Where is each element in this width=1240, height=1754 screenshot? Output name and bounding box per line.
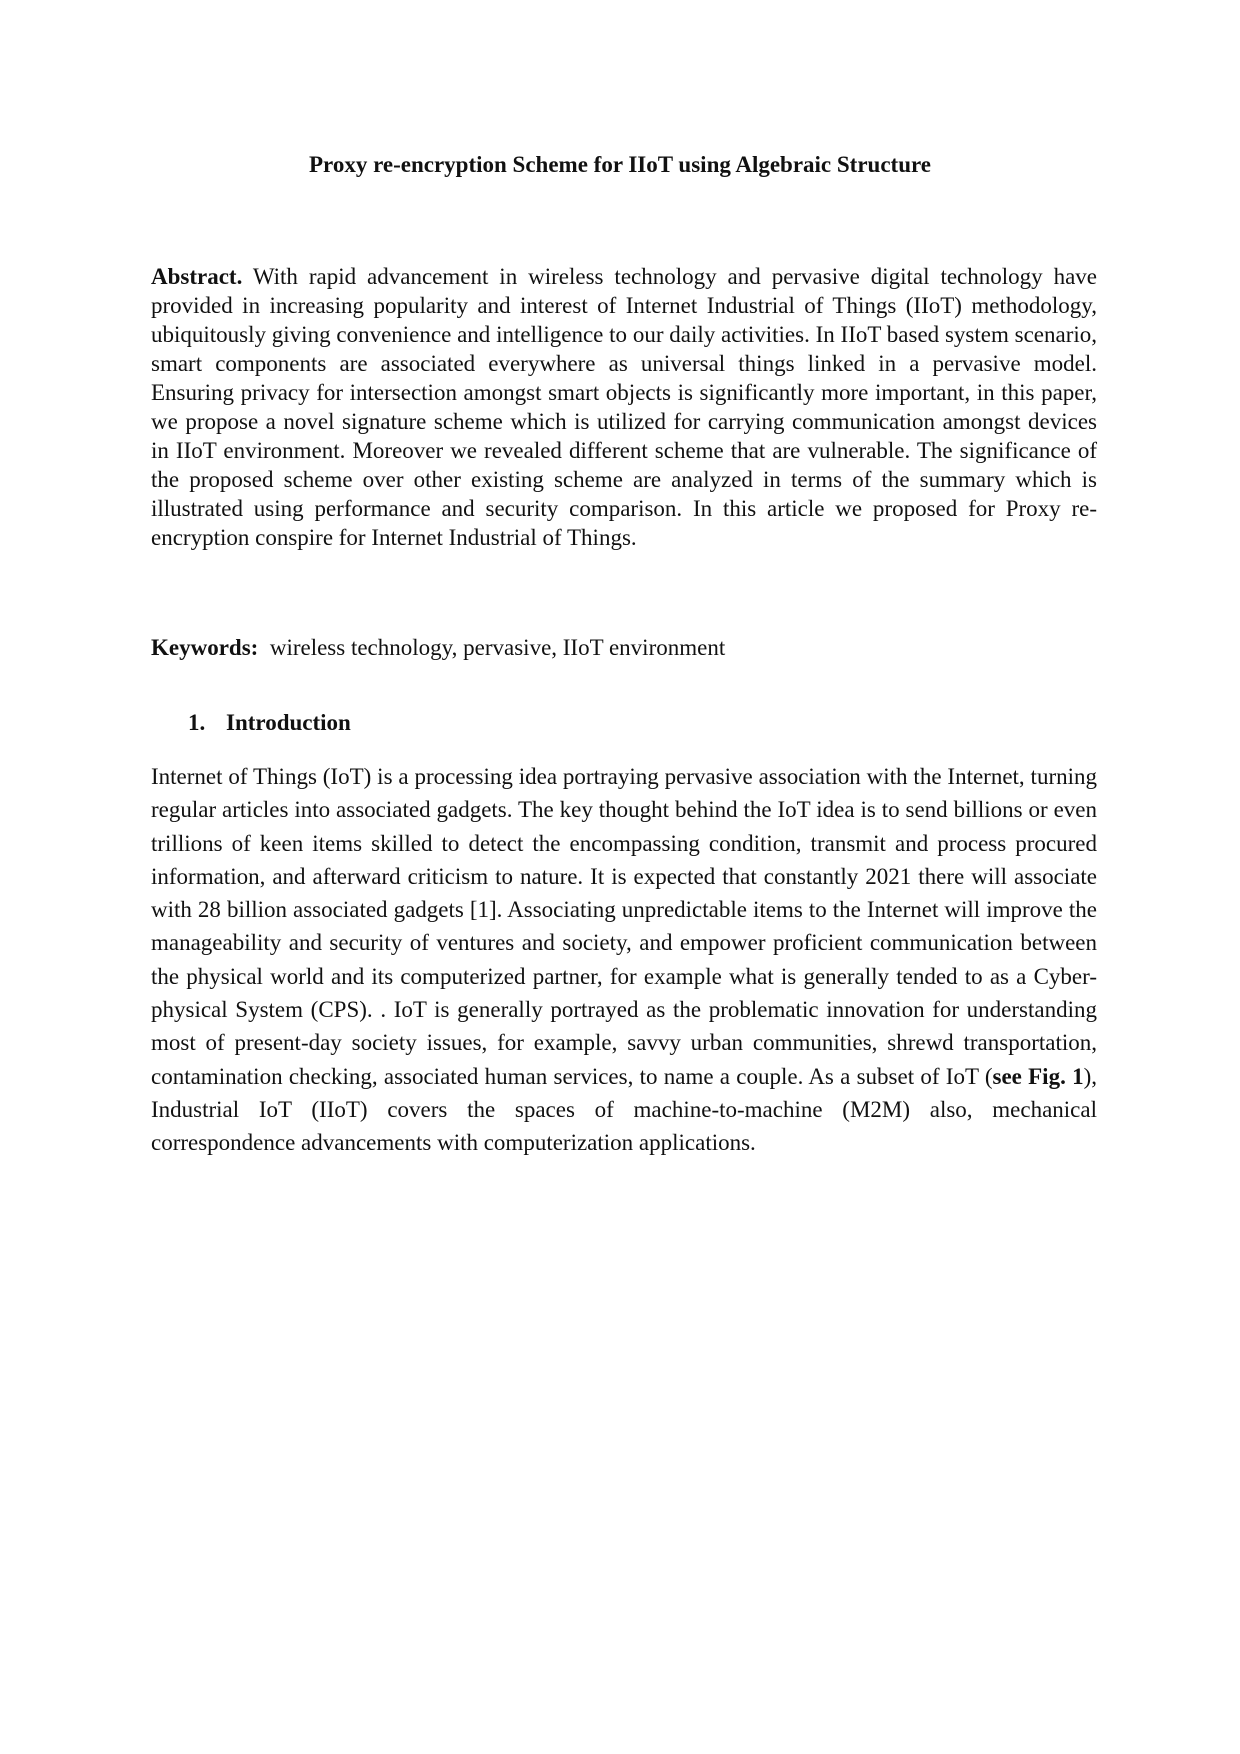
- section-heading-introduction: [188, 708, 351, 738]
- keywords-label: Keywords:: [151, 635, 259, 660]
- abstract-text: With rapid advancement in wireless technology and pervasive digital technology have provided in increasing popularity and interest of Internet Industrial of Things (IIoT) methodology, ubiquitously giving convenience and intelligence to our daily activities. In IIoT based system scenario, smart components are associated everywhere as universal things linked in a pervasive model. Ensuring privacy for intersection amongst smart objects is significantly more important, in this paper, we propose a novel signature scheme which is utilized for carrying communication amongst devices in IIoT environment. Moreover we revealed different scheme that are vulnerable. The significance of the proposed scheme over other existing scheme are analyzed in terms of the summary which is illustrated using performance and security comparison. In this article we proposed for Proxy re-encryption conspire for Internet Industrial of Things.: [151, 264, 1097, 550]
- keywords-line: [151, 633, 1097, 663]
- section-number: 1.: [188, 710, 206, 735]
- abstract-paragraph: [151, 262, 1097, 552]
- section-title: Introduction: [226, 710, 351, 735]
- paper-title: Proxy re-encryption Scheme for IIoT using Algebraic Structure: [308, 152, 932, 177]
- introduction-paragraph: [151, 760, 1097, 1160]
- intro-text-part1: Internet of Things (IoT) is a processing idea portraying pervasive association with the Internet, turning regular articles into associated gadgets. The key thought behind the IoT idea is to send billions or even trillions of keen items skilled to detect the encompassing condition, transmit and process procured information, and afterward criticism to nature. It is expected that constantly 2021 there will associate with 28 billion associated gadgets [1]. Associating unpredictable items to the Internet will improve the manageability and security of ventures and society, and empower proficient communication between the physical world and its computerized partner, for example what is generally tended to as a Cyber-physical System (CPS). . IoT is generally portrayed as the problematic innovation for understanding most of present-day society issues, for example, savvy urban communities, shrewd transportation, contamination checking, associated human services, to name a couple. As a subset of IoT (: [151, 764, 1097, 1089]
- abstract-label: Abstract.: [151, 264, 243, 289]
- figure-reference-link[interactable]: see Fig. 1: [992, 1063, 1084, 1089]
- keywords-text: wireless technology, pervasive, IIoT environment: [269, 635, 726, 660]
- intro-text-part2: ), Industrial IoT (IIoT) covers the spaces of machine-to-machine (M2M) also, mechanical correspondence advancements with computerization applications.: [151, 1063, 1097, 1156]
